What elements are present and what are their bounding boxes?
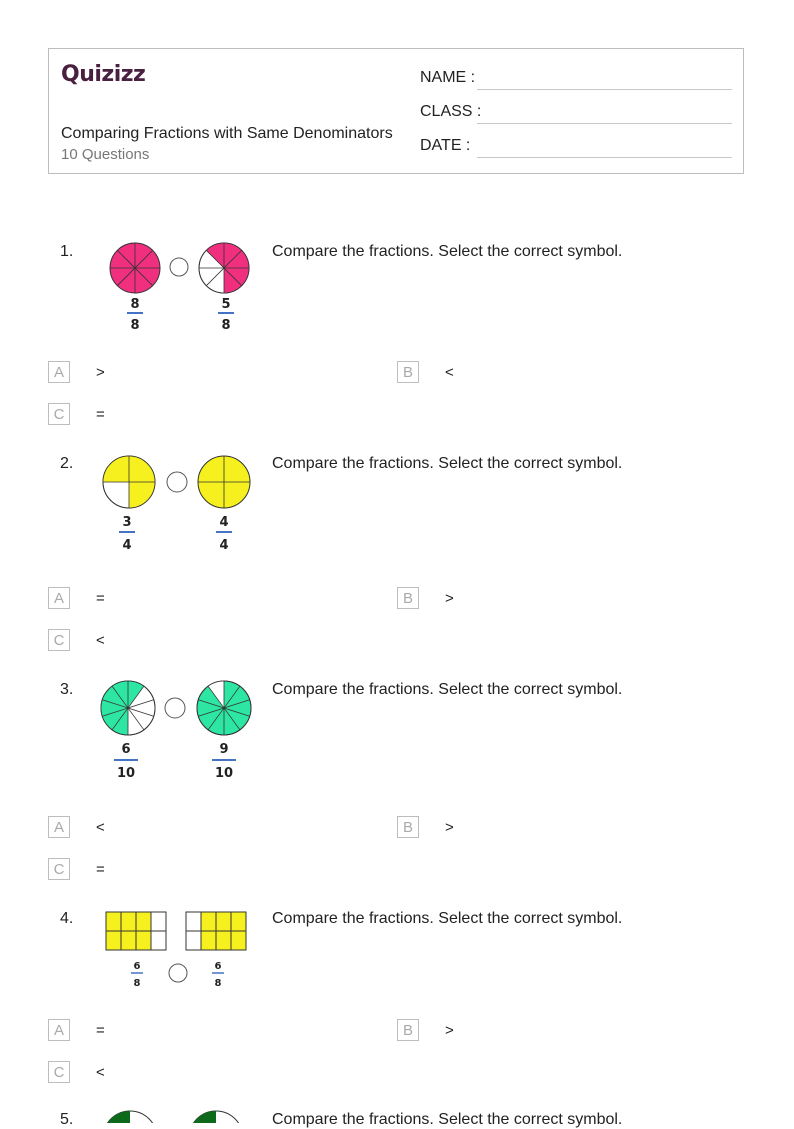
date-label: DATE : xyxy=(420,137,471,154)
option-text[interactable]: = xyxy=(96,590,105,607)
left-denominator: 8 xyxy=(133,978,141,989)
left-numerator: 6 xyxy=(121,742,131,757)
right-denominator: 8 xyxy=(221,318,231,333)
question-number: 5. xyxy=(60,1111,74,1128)
option-text[interactable]: = xyxy=(96,1022,105,1039)
option-letter-c[interactable]: C xyxy=(48,629,70,651)
left-numerator: 6 xyxy=(133,961,141,972)
question-text: Compare the fractions. Select the correct symbol. xyxy=(272,455,623,472)
name-line[interactable] xyxy=(477,89,732,90)
right-numerator: 5 xyxy=(221,297,231,312)
quizizz-logo xyxy=(61,59,153,87)
name-field xyxy=(420,69,475,87)
option-letter-a[interactable]: A xyxy=(48,1019,70,1041)
option-letter-a[interactable]: A xyxy=(48,816,70,838)
date-line[interactable] xyxy=(477,157,732,158)
option-letter-b[interactable]: B xyxy=(397,816,419,838)
option-letter-b[interactable]: B xyxy=(397,361,419,383)
option-letter-c[interactable]: C xyxy=(48,1061,70,1083)
option-letter-a[interactable]: A xyxy=(48,361,70,383)
fraction-circles-figure xyxy=(100,452,260,556)
question-text: Compare the fractions. Select the correct symbol. xyxy=(272,1111,623,1128)
option-text[interactable]: = xyxy=(96,861,105,878)
right-denominator: 10 xyxy=(214,766,234,781)
option-text[interactable]: > xyxy=(445,590,454,607)
option-text[interactable]: > xyxy=(445,1022,454,1039)
class-label: CLASS : xyxy=(420,103,482,120)
fraction-circles-figure xyxy=(100,1108,260,1123)
right-denominator: 4 xyxy=(219,538,229,553)
option-text[interactable]: = xyxy=(96,406,105,423)
question-number: 4. xyxy=(60,910,74,927)
fraction-circles-figure xyxy=(100,678,260,786)
svg-text:Quizizz: Quizizz xyxy=(61,62,146,87)
answer-circle xyxy=(169,964,187,982)
option-text[interactable]: < xyxy=(96,819,105,836)
right-numerator: 6 xyxy=(214,961,222,972)
option-letter-a[interactable]: A xyxy=(48,587,70,609)
date-field xyxy=(420,137,470,155)
option-letter-c[interactable]: C xyxy=(48,403,70,425)
question-count: 10 Questions xyxy=(61,146,150,163)
left-numerator: 3 xyxy=(122,515,132,530)
option-letter-b[interactable]: B xyxy=(397,587,419,609)
class-field xyxy=(420,103,481,121)
right-numerator: 9 xyxy=(219,742,229,757)
class-line[interactable] xyxy=(477,123,732,124)
question-number: 1. xyxy=(60,243,74,260)
option-text[interactable]: < xyxy=(96,632,105,649)
right-denominator: 8 xyxy=(214,978,222,989)
name-label: NAME : xyxy=(420,69,476,86)
question-text: Compare the fractions. Select the correct symbol. xyxy=(272,681,623,698)
left-denominator: 4 xyxy=(122,538,132,553)
right-numerator: 4 xyxy=(219,515,229,530)
worksheet-header xyxy=(48,48,744,174)
fraction-circles-figure xyxy=(100,236,260,340)
option-letter-c[interactable]: C xyxy=(48,858,70,880)
worksheet-title: Comparing Fractions with Same Denominators xyxy=(61,125,393,142)
option-letter-b[interactable]: B xyxy=(397,1019,419,1041)
option-text[interactable]: < xyxy=(96,1064,105,1081)
question-number: 3. xyxy=(60,681,74,698)
question-text: Compare the fractions. Select the correct symbol. xyxy=(272,243,623,260)
fraction-grids-figure xyxy=(100,908,260,994)
option-text[interactable]: > xyxy=(445,819,454,836)
question-text: Compare the fractions. Select the correct symbol. xyxy=(272,910,623,927)
left-denominator: 8 xyxy=(130,318,140,333)
option-text[interactable]: > xyxy=(96,364,105,381)
option-text[interactable]: < xyxy=(445,364,454,381)
answer-circle xyxy=(167,472,187,492)
left-numerator: 8 xyxy=(130,297,140,312)
answer-circle xyxy=(165,698,185,718)
left-denominator: 10 xyxy=(116,766,136,781)
answer-circle xyxy=(170,258,188,276)
question-number: 2. xyxy=(60,455,74,472)
